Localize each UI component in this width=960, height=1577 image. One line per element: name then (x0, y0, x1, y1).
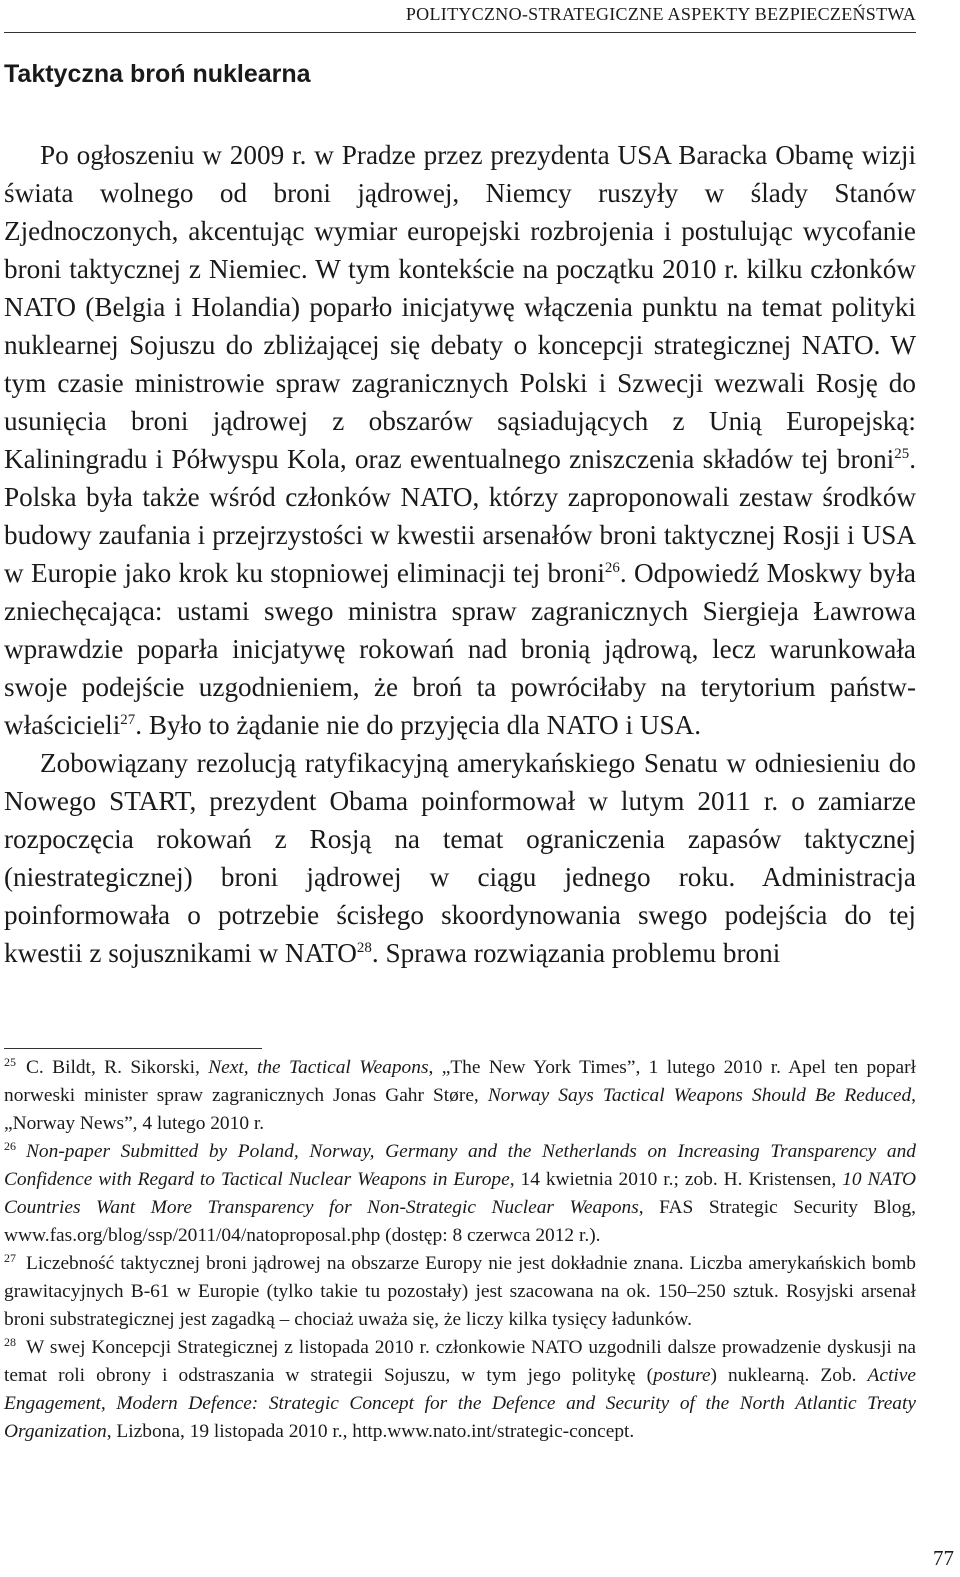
footnote-title: Next, the Tactical Weapons (208, 1057, 429, 1078)
footnote-ref-26[interactable]: 26 (604, 559, 620, 576)
page-number: 77 (933, 1546, 954, 1570)
footnote-27 (4, 1250, 916, 1334)
paragraph-1-text-d: . Było to żądanie nie do przyjęcia dla NATO i USA. (135, 710, 701, 740)
footnote-number: 25 (4, 1054, 16, 1069)
paragraph-2-text-a: Zobowiązany rezolucją ratyfikacyjną amerykańskiego Senatu w odniesieniu do Nowego START, prezydent Obama poinformował w lutym 2011 r. o zamiarze rozpoczęcia rokowań z Rosją na temat ograniczenia zapasów taktycznej (niestrategicznej) broni jądrowej w ciągu jednego roku. Administracja poinformowała o potrzebie ścisłego skoordynowania swego podejścia do tej kwestii z sojusznikami w NATO (4, 748, 916, 968)
paragraph-2-text-b: . Sprawa rozwiązania problemu broni (371, 938, 781, 968)
footnote-ref-25[interactable]: 25 (894, 445, 910, 462)
body-text (4, 136, 916, 972)
footnote-number: 26 (4, 1138, 16, 1153)
footnote-ref-28[interactable]: 28 (356, 939, 372, 956)
footnote-text: ) nuklearną. Zob. (710, 1365, 868, 1386)
footnote-title: 10 NATO Countries Want More Transparency for Non-Strategic Nuclear Weapons (4, 1169, 917, 1218)
footnote-title: Active Engagement, Modern Defence: Strategic Concept for the Defence and Security of the North Atlantic Treaty Organization (4, 1365, 916, 1442)
footnote-title: Norway Says Tactical Weapons Should Be Reduced (487, 1085, 912, 1106)
paragraph-1-text-a: Po ogłoszeniu w 2009 r. w Pradze przez prezydenta USA Baracka Obamę wizji świata wolnego od broni jądrowej, Niemcy ruszyły w ślady Stanów Zjednoczonych, akcentując wymiar europejski rozbrojenia i postulując wycofanie broni taktycznej z Niemiec. W tym kontekście na początku 2010 r. kilku członków NATO (Belgia i Holandia) poparło inicjatywę włączenia punktu na temat polityki nuklearnej Sojuszu do zbliżającej się debaty o koncepcji strategicznej NATO. W tym czasie ministrowie spraw zagranicznych Polski i Szwecji wezwali Rosję do usunięcia broni jądrowej z obszarów sąsiadujących z Unią Europejską: Kaliningradu i Półwyspu Kola, oraz ewentualnego zniszczenia składów tej broni (4, 140, 916, 474)
footnote-text: , „The New York Times”, 1 lutego 2010 r. Apel ten poparł norweski minister spraw zagranicznych Jonas Gahr Støre, (4, 1057, 916, 1106)
footnote-25 (4, 1054, 916, 1138)
paragraph-1-text-c: . Odpowiedź Moskwy była zniechęcająca: ustami swego ministra spraw zagranicznych Siergieja Ławrowa wprawdzie poparła inicjatywę rokowań nad bronią jądrową, lecz warunkowała swoje podejście uzgodnieniem, że broń ta powróciłaby na terytorium państw-właścicieli (4, 558, 916, 740)
footnote-text: Liczebność taktycznej broni jądrowej na obszarze Europy nie jest dokładnie znana. Liczba amerykańskich bomb grawitacyjnych B-61 w Europie (tylko takie tu pozostały) jest szacowana na ok. 150–250 sztuk. Rosyjski arsenał broni substrategicznej jest zagadką – chociaż uważa się, że liczy kilka tysięcy ładunków. (4, 1253, 916, 1330)
footnote-26 (4, 1138, 916, 1250)
running-head: POLITYCZNO-STRATEGICZNE ASPEKTY BEZPIECZEŃSTWA (405, 4, 916, 24)
footnote-text: , 14 kwietnia 2010 r.; zob. H. Kristensen, (509, 1169, 843, 1190)
paragraph-1 (4, 136, 916, 744)
footnote-ref-27[interactable]: 27 (120, 711, 136, 728)
header-rule (4, 32, 916, 33)
footnote-text: C. Bildt, R. Sikorski, (26, 1057, 209, 1078)
footnote-text: W swej Koncepcji Strategicznej z listopada 2010 r. członkowie NATO uzgodnili dalsze prowadzenie dyskusji na temat roli obrony i odstraszania w strategii Sojuszu, w tym jego politykę ( (4, 1337, 916, 1386)
footnote-text: , Lizbona, 19 listopada 2010 r., http.www.nato.int/strategic-concept. (106, 1421, 635, 1442)
footnote-number: 28 (4, 1334, 16, 1349)
footnote-28 (4, 1334, 916, 1446)
paragraph-1-text-b: . Polska była także wśród członków NATO, którzy zaproponowali zestaw środków budowy zaufania i przejrzystości w kwestii arsenałów broni taktycznej Rosji i USA w Europie jako krok ku stopniowej eliminacji tej broni (4, 444, 916, 588)
footnote-text: , FAS Strategic Security Blog, www.fas.org/blog/ssp/2011/04/natoproposal.php (dostęp: 8 czerwca 2012 r.). (4, 1197, 916, 1246)
section-title: Taktyczna broń nuklearna (4, 60, 311, 88)
paragraph-2 (4, 744, 916, 972)
footnotes (4, 1054, 916, 1446)
footnote-rule (4, 1048, 262, 1049)
footnote-title: Non-paper Submitted by Poland, Norway, Germany and the Netherlands on Increasing Transparency and Confidence with Regard to Tactical Nuclear Weapons in Europe (4, 1141, 916, 1190)
footnote-text: , „Norway News”, 4 lutego 2010 r. (4, 1085, 916, 1134)
footnote-term: posture (653, 1365, 711, 1386)
footnote-number: 27 (4, 1250, 16, 1265)
